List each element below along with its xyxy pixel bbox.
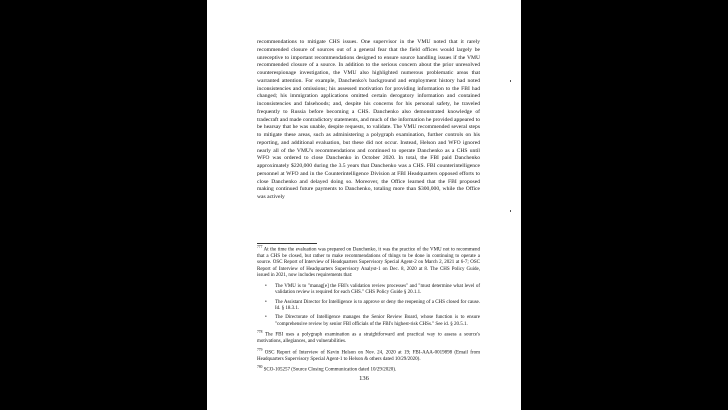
page-number: 136 bbox=[359, 375, 369, 382]
bullet-icon: • bbox=[265, 283, 267, 289]
footnote-marker: 779 bbox=[257, 347, 263, 352]
footnote-text: SCO-105257 (Source Closing Communication dated 10/29/2020). bbox=[263, 367, 397, 373]
list-item: • The Assistant Director for Intelligence is to approve or deny the reopening of a CHS closed for cause. Id. § 18.3.1. bbox=[265, 299, 480, 311]
body-paragraph: recommendations to mitigate CHS issues. One supervisor in the VMU noted that it rarely recommended closure of sources out of a general fear that the field offices would largely be unreceptive to important recommendations designed to ensure source handling issues if the VMU recommended closure of a source. In addition to the serious concern about the prior unresolved counterespionage investigation, the VMU also highlighted numerous problematic areas that warranted attention. For example, Danchenko's background and employment history had noted inconsistencies and omissions; his assessed motivation for providing information to the FBI had changed; his immigration applications omitted certain derogatory information and contained inconsistencies and falsehoods; and, despite his concerns for his personal safety, he traveled frequently to Russia before becoming a CHS. Danchenko also demonstrated knowledge of tradecraft and made contradictory statements, and much of the information he provided appeared to be hearsay that he was unable, despite requests, to validate. The VMU recommended several steps to mitigate these areas, such as administering a polygraph examination, further controls on his reporting, and additional evaluation, but these did not occur. Instead, Helson and WFO ignored nearly all of the VMU's recommendations and continued to operate Danchenko as a CHS until WFO was ordered to close Danchenko in October 2020. In total, the FBI paid Danchenko approximately $220,000 during the 3.5 years that Danchenko was a CHS. FBI counterintelligence personnel at WFO and in the Counterintelligence Division at FBI Headquarters opposed efforts to close Danchenko and delayed doing so. Moreover, the Office learned that the FBI proposed making continued future payments to Danchenko, totaling more than $300,000, while the Office was actively bbox=[257, 39, 480, 200]
bullet-icon: • bbox=[265, 299, 267, 305]
footnotes bbox=[257, 247, 480, 378]
footnote-780 bbox=[257, 367, 480, 374]
footnote-divider bbox=[257, 243, 317, 244]
body-text bbox=[257, 39, 480, 202]
margin-mark bbox=[510, 210, 511, 212]
bullet-icon: • bbox=[265, 315, 267, 321]
footnote-778 bbox=[257, 332, 480, 345]
footnote-text: At the time the evaluation was prepared on Danchenko, it was the practice of the VMU not to recommend that a CHS be closed, but rather to make recommendations of things to be done in continuing to operate a source. OSC Report of Interview of Headquarters Supervisory Special Agent-2 on March 2, 2021 at 6-7; OSC Report of Interview of Headquarters Supervisory Analyst-1 on Dec. 8, 2020 at 8. The CHS Policy Guide, issued in 2021, now includes requirements that: bbox=[257, 247, 480, 279]
footnote-text: The FBI uses a polygraph examination as a straightforward and practical way to assess a source's motivations, allegiances, and vulnerabilities. bbox=[257, 332, 480, 345]
footnote-779 bbox=[257, 347, 481, 363]
document-page bbox=[207, 0, 521, 410]
list-item: • The VMU is to "manag[e] the FBI's validation review processes" and "must determine what level of validation review is required for each CHS." CHS Policy Guide § 20.1.1. bbox=[265, 283, 480, 296]
footnote-777-bullets bbox=[257, 284, 480, 328]
list-item: • The Directorate of Intelligence manages the Senior Review Board, whose function is to ensure "comprehensive review by senior FBI officials of the FBI's highest-risk CHSs." See id. § 20.5.1. bbox=[265, 315, 480, 327]
footnote-marker: 777 bbox=[257, 245, 263, 249]
footnote-text: OSC Report of Interview of Kevin Helson on Nov. 24, 2020 at 19; FBI-AAA-0019898 (Email from Headquarters Supervisory Special Agent-1 to Helson & others dated 10/29/2020). bbox=[257, 350, 481, 362]
footnote-marker: 780 bbox=[257, 365, 263, 370]
footnote-marker: 778 bbox=[257, 330, 263, 335]
footnote-777 bbox=[257, 247, 480, 280]
margin-mark bbox=[510, 80, 511, 82]
